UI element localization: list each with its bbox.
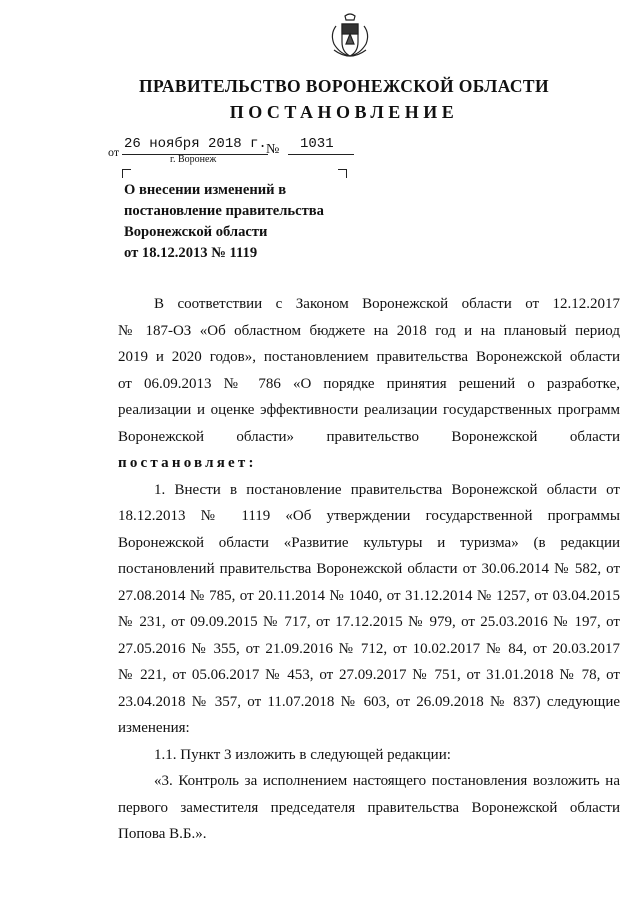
document-subject — [124, 180, 324, 264]
body-line: Воронежской области «Развитие культуры и туризма» (в редакции — [118, 534, 620, 551]
city-label: г. Воронеж — [170, 154, 217, 165]
number-sign-label: № — [266, 142, 280, 157]
body-line: реализации и оценке эффективности реализации государственных программ — [118, 402, 620, 418]
decree-word: постановляет: — [118, 455, 257, 471]
body-line: № 221, от 05.06.2017 № 453, от 27.09.2017 № 751, от 31.01.2018 № 78, от — [118, 667, 620, 683]
subject-left-bracket — [122, 169, 131, 178]
body-line: № 231, от 09.09.2015 № 717, от 17.12.2015 № 979, от 25.03.2016 № 197, от — [118, 614, 620, 630]
document-date: 26 ноября 2018 г. — [124, 136, 267, 152]
body-line: 1. Внести в постановление правительства Воронежской области от — [154, 481, 620, 498]
subject-line: О внесении изменений в — [124, 182, 287, 198]
quote-line: Попова В.Б.». — [118, 826, 207, 842]
body-line: 18.12.2013 № 1119 «Об утверждении государственной программы — [118, 508, 620, 524]
body-line: изменения: — [118, 720, 190, 736]
body-line: Воронежской области» правительство Воронежской области — [118, 428, 620, 445]
subject-right-bracket — [338, 169, 347, 178]
body-line: В соответствии с Законом Воронежской области от 12.12.2017 — [154, 296, 620, 312]
body-line: 27.05.2016 № 355, от 21.09.2016 № 712, от 10.02.2017 № 84, от 20.03.2017 — [118, 640, 620, 657]
body-line: постановлений правительства Воронежской области от 30.06.2014 № 582, от — [118, 561, 620, 577]
date-prefix-label: от — [108, 145, 120, 159]
body-line: 2019 и 2020 годов», постановлением правительства Воронежской области — [118, 349, 620, 365]
body-line: № 187-ОЗ «Об областном бюджете на 2018 год и на плановый период — [118, 322, 620, 339]
body-line: 23.04.2018 № 357, от 11.07.2018 № 603, от 26.09.2018 № 837) следующие — [118, 693, 620, 710]
coat-of-arms-icon — [328, 12, 372, 64]
item-1-1-line: 1.1. Пункт 3 изложить в следующей редакции: — [154, 746, 451, 763]
subject-line: постановление правительства — [124, 203, 324, 219]
document-body — [118, 291, 620, 848]
document-type-title: ПОСТАНОВЛЕНИЕ — [229, 102, 459, 122]
subject-line: от 18.12.2013 № 1119 — [124, 245, 258, 261]
quote-line: первого заместителя председателя правительства Воронежской области — [118, 799, 620, 816]
document-number: 1031 — [300, 136, 334, 152]
organization-title: ПРАВИТЕЛЬСТВО ВОРОНЕЖСКОЙ ОБЛАСТИ — [138, 76, 550, 96]
quote-line: «3. Контроль за исполнением настоящего постановления возложить на — [154, 773, 620, 789]
subject-line: Воронежской области — [124, 224, 268, 240]
body-line: от 06.09.2013 № 786 «О порядке принятия решений о разработке, — [118, 375, 620, 392]
body-line: 27.08.2014 № 785, от 20.11.2014 № 1040, от 31.12.2014 № 1257, от 03.04.2015 — [118, 587, 620, 604]
